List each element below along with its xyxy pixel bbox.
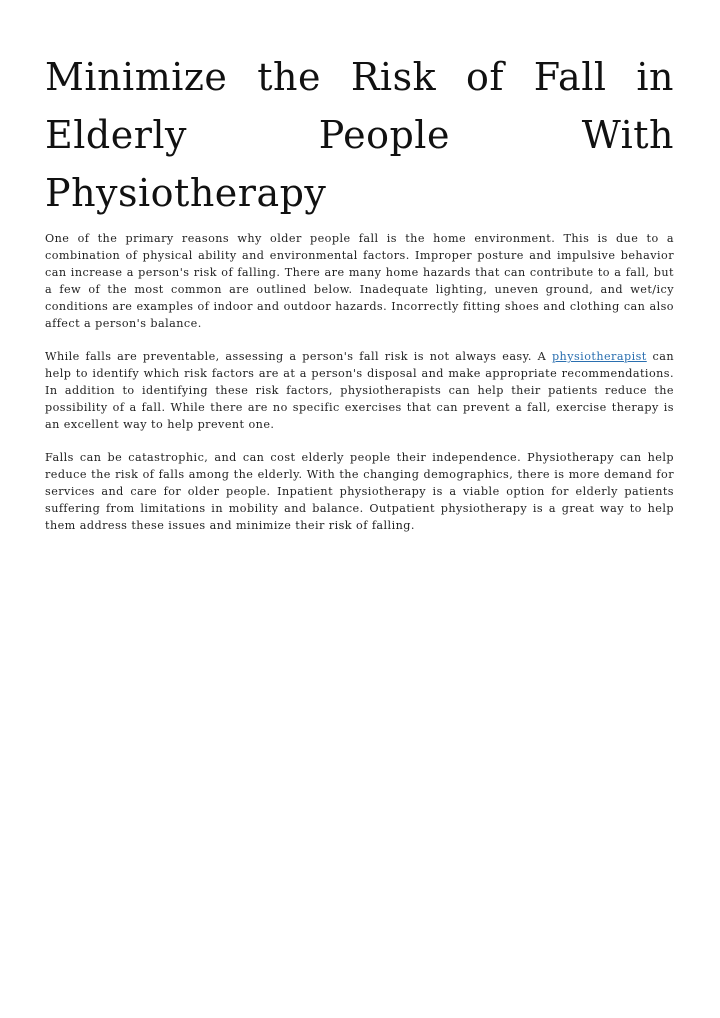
physiotherapist-link[interactable]: physiotherapist: [551, 350, 647, 363]
paragraph-text: Falls can be catastrophic, and can cost elderly people their independence. Physiotherapy can help reduce the risk of falls among the elderly. With the changing demographics, there is more demand for services and care for older people. Inpatient physiotherapy is a viable option for elderly patients suffering from limitations in mobility and balance. Outpatient physiotherapy is a great way to help them address these issues and minimize their risk of falling.: [45, 451, 674, 532]
document-page: [45, 48, 674, 550]
paragraph-text-before-link: While falls are preventable, assessing a person's fall risk is not always easy. A: [45, 350, 552, 363]
paragraph-text-after-link: can help to identify which risk factors are at a person's disposal and make appropriate recommendations. In addition to identifying these risk factors, physiotherapists can help their patients reduce the possibility of a fall. While there are no specific exercises that can prevent a fall, exercise therapy is an excellent way to help prevent one.: [45, 350, 674, 431]
paragraph-fall-risk-assessment: [45, 348, 674, 433]
paragraph-text: One of the primary reasons why older people fall is the home environment. This is due to a combination of physical ability and environmental factors. Improper posture and impulsive behavior can increase a person's risk of falling. There are many home hazards that can contribute to a fall, but a few of the most common are outlined below. Inadequate lighting, uneven ground, and wet/icy conditions are examples of indoor and outdoor hazards. Incorrectly fitting shoes and clothing can also affect a person's balance.: [45, 232, 674, 330]
paragraph-falls-catastrophic: [45, 449, 674, 534]
paragraph-home-environment: [45, 230, 674, 332]
article-title: Minimize the Risk of Fall in Elderly People With Physiotherapy: [45, 55, 674, 215]
